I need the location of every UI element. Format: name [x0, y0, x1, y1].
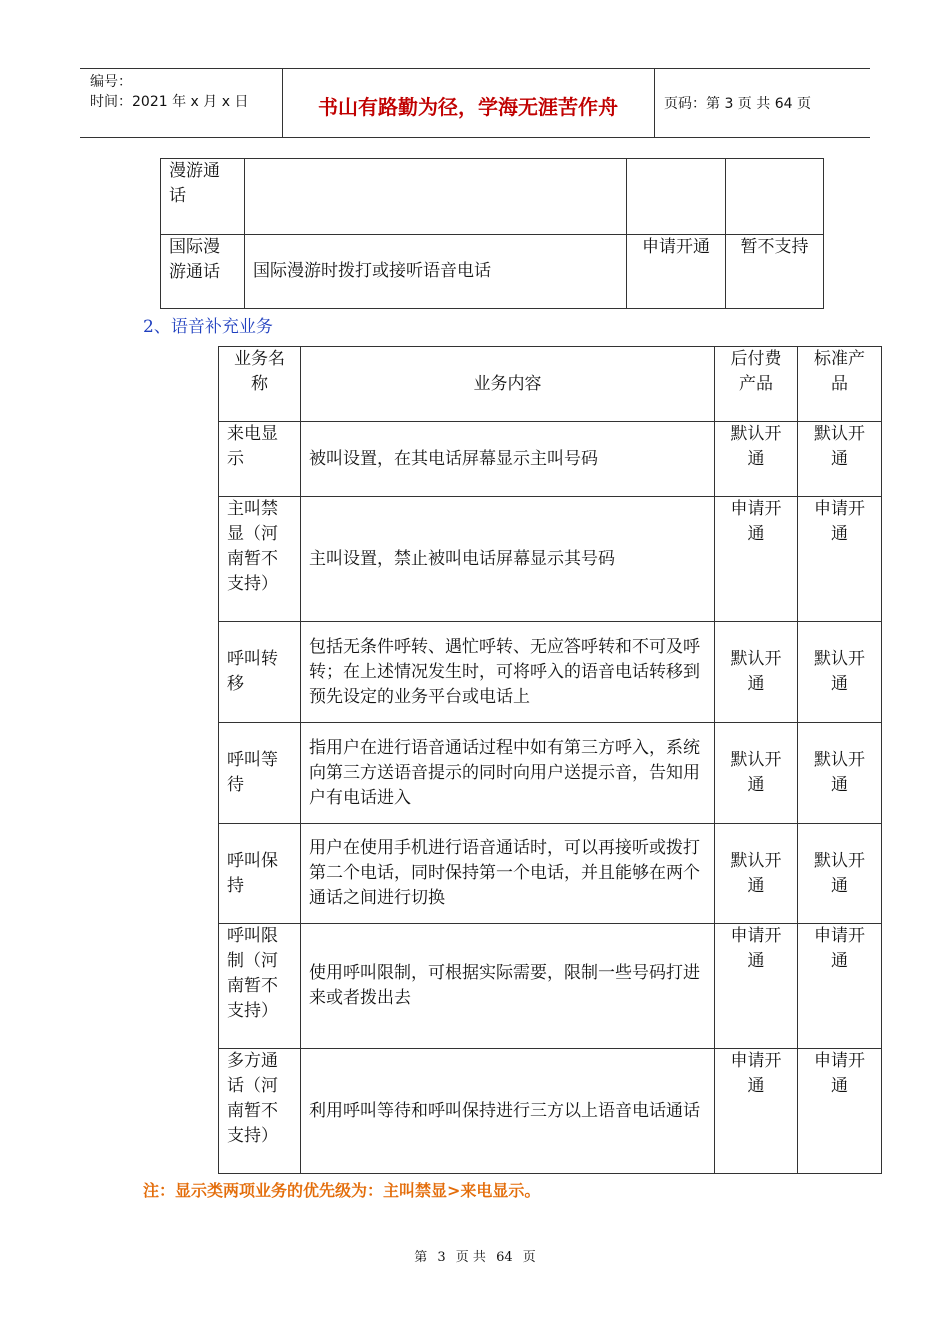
- service-content-cell: 使用呼叫限制，可根据实际需要，限制一些号码打进来或者拨出去: [301, 924, 715, 1049]
- postpaid-cell: 申请开通: [627, 235, 726, 309]
- standard-cell: 申请开通: [798, 1049, 882, 1174]
- service-name-cell: 多方通话（河南暂不支持）: [219, 1049, 301, 1174]
- header-cell-content: 业务内容: [301, 347, 715, 422]
- service-name-cell: 来电显示: [219, 422, 301, 497]
- postpaid-cell: 申请开通: [715, 497, 798, 622]
- standard-cell: 默认开通: [798, 824, 882, 924]
- footer-mid: 页 共: [455, 1250, 486, 1265]
- table-row: [219, 422, 882, 497]
- service-content-cell: 包括无条件呼转、遇忙呼转、无应答呼转和不可及呼转；在上述情况发生时，可将呼入的语音电话转移到预先设定的业务平台或电话上: [301, 622, 715, 723]
- service-content-cell: 利用呼叫等待和呼叫保持进行三方以上语音电话通话: [301, 1049, 715, 1174]
- standard-cell: 申请开通: [798, 497, 882, 622]
- roaming-call-table: [160, 158, 824, 309]
- service-name-cell: 呼叫等待: [219, 723, 301, 824]
- document-number-label: 编号：: [90, 74, 132, 90]
- service-content-cell: 指用户在进行语音通话过程中如有第三方呼入，系统向第三方送语音提示的同时向用户送提示音，告知用户有电话进入: [301, 723, 715, 824]
- page-header: [80, 68, 870, 138]
- table-row: [219, 824, 882, 924]
- service-name-cell: 主叫禁显（河南暂不支持）: [219, 497, 301, 622]
- document-time-label: 时间：2021 年 x 月 x 日: [90, 94, 249, 110]
- standard-cell: 申请开通: [798, 924, 882, 1049]
- service-name-cell: 呼叫保持: [219, 824, 301, 924]
- supplementary-service-table: [218, 346, 882, 1174]
- header-motto: 书山有路勤为径，学海无涯苦作舟: [318, 95, 618, 119]
- standard-cell: 默认开通: [798, 422, 882, 497]
- postpaid-cell: 默认开通: [715, 622, 798, 723]
- table-row: [219, 497, 882, 622]
- section-title: 2、语音补充业务: [143, 317, 273, 337]
- table-row: [161, 159, 824, 235]
- header-cell-postpaid: 后付费产品: [715, 347, 798, 422]
- header-cell-standard: 标准产品: [798, 347, 882, 422]
- service-name-cell: 国际漫游通话: [161, 235, 245, 309]
- standard-cell: 暂不支持: [726, 235, 824, 309]
- table-row: [161, 235, 824, 309]
- table-row: [219, 924, 882, 1049]
- postpaid-cell: 默认开通: [715, 824, 798, 924]
- service-name-cell: 呼叫转移: [219, 622, 301, 723]
- postpaid-cell: 默认开通: [715, 422, 798, 497]
- footer-suffix: 页: [522, 1250, 536, 1265]
- service-content-cell: 主叫设置，禁止被叫电话屏幕显示其号码: [301, 497, 715, 622]
- service-content-cell: 用户在使用手机进行语音通话时，可以再接听或拨打第二个电话，同时保持第一个电话，并且能够在两个通话之间进行切换: [301, 824, 715, 924]
- header-meta: [90, 72, 248, 112]
- standard-cell: 默认开通: [798, 723, 882, 824]
- header-divider: [654, 69, 655, 137]
- service-content-cell: [245, 159, 627, 235]
- header-page-info: 页码：第 3 页 共 64 页: [664, 96, 811, 112]
- priority-note: 注：显示类两项业务的优先级为：主叫禁显>来电显示。: [143, 1181, 541, 1200]
- table-row: [219, 622, 882, 723]
- standard-cell: [726, 159, 824, 235]
- table-header-row: [219, 347, 882, 422]
- service-content-cell: 国际漫游时拨打或接听语音电话: [245, 235, 627, 309]
- table-row: [219, 1049, 882, 1174]
- postpaid-cell: [627, 159, 726, 235]
- service-content-cell: 被叫设置，在其电话屏幕显示主叫号码: [301, 422, 715, 497]
- service-name-cell: 呼叫限制（河南暂不支持）: [219, 924, 301, 1049]
- postpaid-cell: 申请开通: [715, 924, 798, 1049]
- page-footer: [0, 1246, 950, 1265]
- footer-total-pages: 64: [496, 1250, 513, 1265]
- postpaid-cell: 默认开通: [715, 723, 798, 824]
- footer-page-number: 3: [437, 1250, 446, 1265]
- header-cell-name: 业务名称: [219, 347, 301, 422]
- table-row: [219, 723, 882, 824]
- standard-cell: 默认开通: [798, 622, 882, 723]
- postpaid-cell: 申请开通: [715, 1049, 798, 1174]
- service-name-cell: 漫游通话: [161, 159, 245, 235]
- footer-prefix: 第: [414, 1250, 428, 1265]
